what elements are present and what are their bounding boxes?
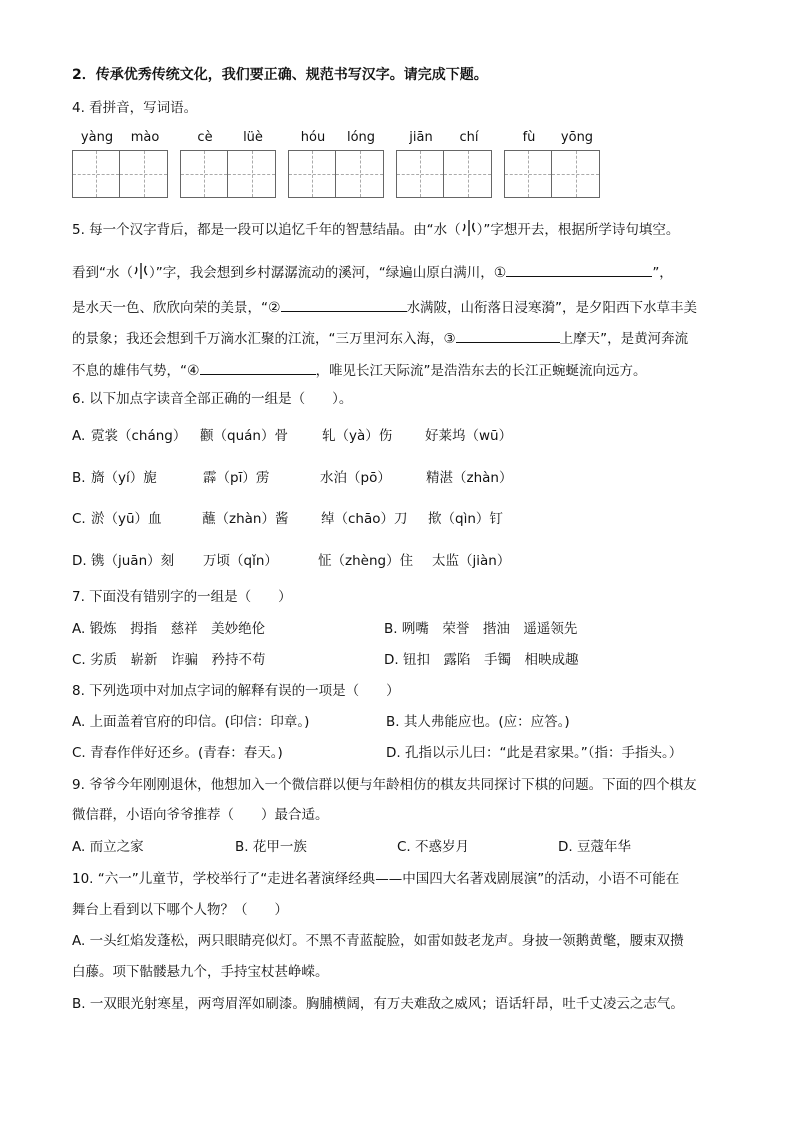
q6-stem: 6. 以下加点字读音全部正确的一组是（ ）。 (72, 391, 353, 407)
writing-box[interactable] (288, 150, 336, 198)
q8-option-b[interactable]: B. 其人弗能应也。(应：应答。) (386, 714, 570, 730)
pinyin: fù (522, 130, 536, 145)
q4-stem: 4. 看拼音，写词语。 (72, 100, 198, 116)
q9-option-c[interactable]: C. 不惑岁月 (397, 839, 470, 855)
q8-option-a[interactable]: A. 上面盖着官府的印信。(印信：印章。) (72, 714, 310, 730)
q5-line-4: 的景象；我还会想到千万滴水汇聚的江流，“三万里河东入海，③ 上摩天”，是黄河奔流 (72, 328, 688, 348)
q8-option-c[interactable]: C. 青春作伴好还乡。(青春：春天。) (72, 745, 283, 761)
q5-line-3: 是水天一色、欣欣向荣的美景，“② 水满陂，山衔落日浸寒漪”，是夕阳西下水草丰美 (72, 297, 697, 317)
q8-stem: 8. 下列选项中对加点字词的解释有误的一项是（ ） (72, 683, 400, 699)
writing-box[interactable] (120, 150, 168, 198)
pinyin: mào (130, 130, 160, 145)
blank-1[interactable] (506, 262, 652, 277)
writing-box[interactable] (336, 150, 384, 198)
writing-box[interactable] (72, 150, 120, 198)
blank-4[interactable] (200, 360, 316, 375)
q10-option-a-line-2[interactable]: 白藤。项下骷髅悬九个，手持宝杖甚峥嵘。 (72, 964, 329, 980)
q9-line-2: 微信群，小语向爷爷推荐（ ）最合适。 (72, 807, 329, 823)
q9-option-b[interactable]: B. 花甲一族 (235, 839, 307, 855)
pinyin: chí (459, 130, 479, 145)
pinyin: lüè (243, 130, 263, 145)
q9-option-d[interactable]: D. 豆蔻年华 (558, 839, 631, 855)
water-radical-glyph (461, 219, 477, 237)
q9-option-a[interactable]: A. 而立之家 (72, 839, 144, 855)
q10-line-1: 10. “六一”儿童节，学校举行了“走进名著演绎经典——中国四大名著戏剧展演”的活动，小语不可能在 (72, 871, 680, 887)
q7-option-a[interactable]: A. 锻炼 拇指 慈祥 美妙绝伦 (72, 621, 266, 637)
exam-page: 2．传承优秀传统文化，我们要正确、规范书写汉字。请完成下题。 4. 看拼音，写词语。 yàng mào cè lüè hóu lóng jiān chí fù yōng 5. 每一个汉字背后，都是一段可以追忆千年的智慧结晶。由“水（ ）”字想开去，根据所学诗句填空。 看到“水（ ）”字，我会想到乡村潺潺流动的溪河，“绿遍山原白满川，① ”， 是水天一色、欣欣向荣的美景，“② 水满陂，山衔落日浸寒漪”，是夕阳西下水草丰美 的景象；我还会想到千万滴水汇聚的江流，“三万里河东入海，③ 上摩天”，是黄河奔流 不息的雄伟气势，“④ ，唯见长江天际流”是浩浩东去的长江正蜿蜒流向远方。 6. 以下加点字读音全部正确的一组是（ ）。 A. 霓裳（cháng） 颧（quán）骨 轧（yà）伤 好莱坞（wū） B. 旖（yí）旎 霹（pī）雳 水泊（pō） 精湛（zhàn） C. 淤（yū）血 蘸（zhàn）酱 绰（chāo）刀 揿（qìn）钉 D. 镌（juān）刻 万顷（qǐn） 怔（zhèng）住 太监（jiàn） 7. 下面没有错别字的一组是（ ） A. 锻炼 拇指 慈祥 美妙绝伦 B. 咧嘴 荣誉 揩油 遥遥领先 C. 劣质 崭新 诈骗 矜持不苟 D. 钮扣 露陷 手镯 相映成趣 8. 下列选项中对加点字词的解释有误的一项是（ ） A. 上面盖着官府的印信。(印信：印章。) B. 其人弗能应也。(应：应答。) C. 青春作伴好还乡。(青春：春天。) D. 孔指以示儿曰：“此是君家果。”（指：手指头。） 9. 爷爷今年刚刚退休，他想加入一个微信群以便与年龄相仿的棋友共同探讨下棋的问题。下面的四个棋友 微信群，小语向爷爷推荐（ ）最合适。 A. 而立之家 B. 花甲一族 C. 不惑岁月 D. 豆蔻年华 10. “六一”儿童节，学校举行了“走进名著演绎经典——中国四大名著戏剧展演”的活动，小语不可能在 舞台上看到以下哪个人物？（ ） A. 一头红焰发蓬松，两只眼睛亮似灯。不黑不青蓝靛脸，如雷如鼓老龙声。身披一领鹅黄氅，腰束双攒 白藤。项下骷髅悬九个，手持宝杖甚峥嵘。 B. 一双眼光射寒星，两弯眉浑如刷漆。胸脯横阔，有万夫难敌之威风；语话轩昂，吐千丈凌云之志气。 (72, 67, 698, 1012)
q7-option-d[interactable]: D. 钮扣 露陷 手镯 相映成趣 (384, 652, 579, 668)
writing-box[interactable] (444, 150, 492, 198)
q5-line-2: 看到“水（ ）”字，我会想到乡村潺潺流动的溪河，“绿遍山原白满川，① ”， (72, 262, 673, 282)
q7-option-c[interactable]: C. 劣质 崭新 诈骗 矜持不苟 (72, 652, 266, 668)
pinyin: jiān (409, 130, 433, 145)
writing-box[interactable] (396, 150, 444, 198)
water-radical-glyph (133, 262, 149, 280)
q7-stem: 7. 下面没有错别字的一组是（ ） (72, 589, 292, 605)
pinyin: hóu (300, 130, 326, 145)
q10-option-b-line-1[interactable]: B. 一双眼光射寒星，两弯眉浑如刷漆。胸脯横阔，有万夫难敌之威风；语话轩昂，吐千丈凌云之志气。 (72, 996, 684, 1012)
q10-line-2: 舞台上看到以下哪个人物？（ ） (72, 902, 288, 918)
blank-2[interactable] (281, 297, 407, 312)
pinyin: cè (197, 130, 213, 145)
blank-3[interactable] (456, 328, 560, 343)
writing-box[interactable] (552, 150, 600, 198)
writing-box[interactable] (504, 150, 552, 198)
q5-line-1: 5. 每一个汉字背后，都是一段可以追忆千年的智慧结晶。由“水（ ）”字想开去，根据所学诗句填空。 (72, 219, 679, 239)
section-title: 2．传承优秀传统文化，我们要正确、规范书写汉字。请完成下题。 (72, 67, 488, 83)
writing-box[interactable] (228, 150, 276, 198)
q7-option-b[interactable]: B. 咧嘴 荣誉 揩油 遥遥领先 (384, 621, 578, 637)
pinyin: lóng (346, 130, 376, 145)
q5-line-5: 不息的雄伟气势，“④ ，唯见长江天际流”是浩浩东去的长江正蜿蜒流向远方。 (72, 360, 647, 380)
pinyin: yàng (80, 130, 114, 145)
pinyin: yōng (560, 130, 594, 145)
q8-option-d[interactable]: D. 孔指以示儿曰：“此是君家果。”（指：手指头。） (386, 745, 683, 761)
q10-option-a-line-1[interactable]: A. 一头红焰发蓬松，两只眼睛亮似灯。不黑不青蓝靛脸，如雷如鼓老龙声。身披一领鹅黄氅，腰束双攒 (72, 933, 684, 949)
writing-box[interactable] (180, 150, 228, 198)
q9-line-1: 9. 爷爷今年刚刚退休，他想加入一个微信群以便与年龄相仿的棋友共同探讨下棋的问题。下面的四个棋友 (72, 777, 697, 793)
